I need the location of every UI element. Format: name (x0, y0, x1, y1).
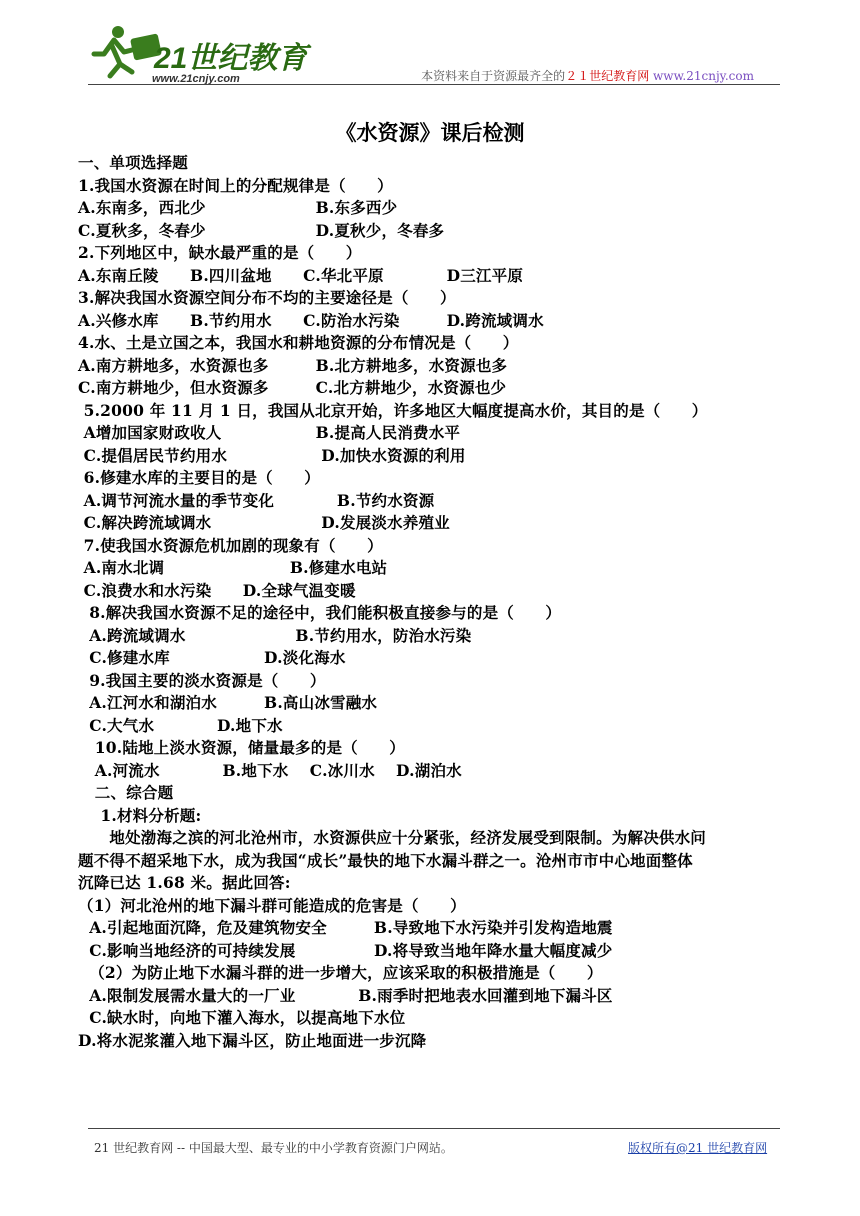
text-line: C.修建水库 D.淡化海水 (78, 648, 346, 667)
text-line: 9.我国主要的淡水资源是（ ） (78, 670, 326, 690)
text-line: 2.下列地区中，缺水最严重的是（ ） (78, 243, 362, 262)
text-line: 8.解决我国水资源不足的途径中，我们能积极直接参与的是（ ） (78, 603, 562, 622)
text-line: 10.陆地上淡水资源，储量最多的是（ ） (78, 738, 405, 757)
text-line: （2）为防止地下水漏斗群的进一步增大，应该采取的积极措施是（ ） (78, 963, 603, 982)
text-line: 5.2000 年 11 月 1 日，我国从北京开始，许多地区大幅度提高水价，其目的是（ ） (78, 400, 708, 420)
text-line: C.缺水时，向地下灌入海水，以提高地下水位 (78, 1008, 406, 1027)
text-line: C.解决跨流域调水 D.发展淡水养殖业 (78, 513, 450, 532)
text-line: C.影响当地经济的可持续发展 D.将导致当地年降水量大幅度减少 (78, 940, 613, 960)
text-line: 4.水、土是立国之本，我国水和耕地资源的分布情况是（ ） (78, 333, 519, 352)
text-line: A增加国家财政收人 B.提高人民消费水平 (78, 423, 461, 442)
text-line: C.大气水 D.地下水 (78, 715, 283, 735)
text-line: C.提倡居民节约用水 D.加快水资源的利用 (78, 445, 466, 465)
text-line: A.江河水和湖泊水 B.高山冰雪融水 (78, 693, 378, 712)
text-line: A.引起地面沉降，危及建筑物安全 B.导致地下水污染并引发构造地震 (78, 918, 613, 937)
footer-text: 21 世纪教育网 -- 中国最大型、最专业的中小学教育资源门户网站。 (94, 1141, 453, 1155)
logo-text: 21世纪教育 (154, 42, 308, 75)
text-line: 题不得不超采地下水，成为我国“成长”最快的地下水漏斗群之一。沧州市市中心地面整体 (78, 850, 693, 870)
site-logo (92, 24, 308, 85)
text-line: C.夏秋多，冬春少 D.夏秋少，冬春多 (78, 220, 445, 240)
text-line: A.河流水 B.地下水 C.冰川水 D.湖泊水 (78, 760, 462, 780)
text-line: C.南方耕地少，但水资源多 C.北方耕地少，水资源也少 (78, 378, 507, 397)
text-line: A.南水北调 B.修建水电站 (78, 558, 388, 577)
header-note-url: www.21cnjy.com (653, 69, 754, 83)
text-line: 1.我国水资源在时间上的分配规律是（ ） (78, 175, 393, 195)
text-line: A.南方耕地多，水资源也多 B.北方耕地多，水资源也多 (78, 355, 508, 375)
header-divider (88, 84, 780, 85)
footer-divider (88, 1128, 780, 1129)
page-title: 《水资源》课后检测 (335, 120, 525, 145)
logo-subtext: www.21cnjy.com (152, 73, 240, 85)
text-line: 6.修建水库的主要目的是（ ） (78, 468, 320, 487)
text-line: 7.使我国水资源危机加剧的现象有（ ） (78, 535, 383, 555)
text-line: 3.解决我国水资源空间分布不均的主要途径是（ ） (78, 288, 456, 307)
text-line: A.东南多，西北少 B.东多西少 (78, 198, 398, 217)
text-line: 1.材料分析题: (78, 805, 202, 825)
text-line: A.兴修水库 B.节约用水 C.防治水污染 D.跨流域调水 (78, 310, 544, 330)
text-line: D.将水泥浆灌入地下漏斗区，防止地面进一步沉降 (78, 1030, 427, 1050)
header-note-site: ２１世纪教育网 (565, 69, 650, 83)
text-line: A.调节河流水量的季节变化 B.节约水资源 (78, 490, 435, 510)
text-line: 一、单项选择题 (78, 153, 188, 172)
text-line: 二、综合题 (78, 783, 174, 802)
footer-copyright-link[interactable]: 版权所有@21 世纪教育网 (628, 1141, 768, 1155)
header-note-prefix: 本资料来自于资源最齐全的 (421, 69, 566, 83)
text-line: A.跨流域调水 B.节约用水，防治水污染 (78, 625, 472, 645)
runner-logo-icon (92, 24, 308, 85)
text-line: （1）河北沧州的地下漏斗群可能造成的危害是（ ） (78, 895, 466, 915)
text-line: C.浪费水和水污染 D.全球气温变暖 (78, 580, 356, 600)
text-line: A.东南丘陵 B.四川盆地 C.华北平原 D三江平原 (78, 265, 524, 285)
text-line: A.限制发展需水量大的一厂业 B.雨季时把地表水回灌到地下漏斗区 (78, 985, 613, 1005)
text-line: 沉降已达 1.68 米。据此回答: (78, 873, 291, 892)
header-note (421, 67, 754, 84)
text-line: 地处渤海之滨的河北沧州市，水资源供应十分紧张，经济发展受到限制。为解决供水问 (78, 828, 707, 847)
